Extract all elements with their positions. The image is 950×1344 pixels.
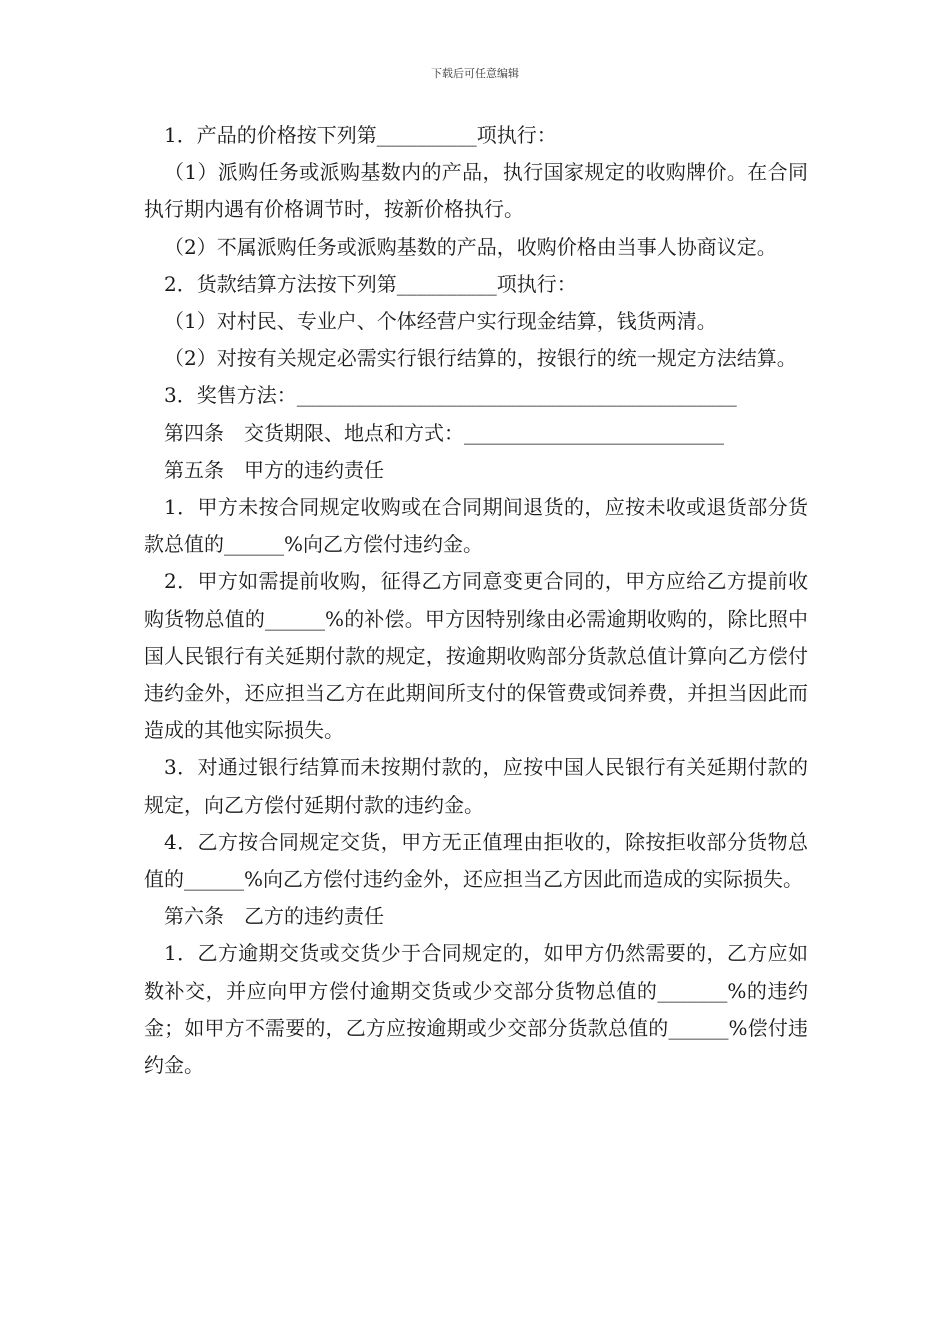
article-5-item-2: 2．甲方如需提前收购，征得乙方同意变更合同的，甲方应给乙方提前收购货物总值的______%的补偿。甲方因特别缘由必需逾期收购的，除比照中国人民银行有关延期付款的规定，按逾期收购部分货款总值计算向乙方偿付违约金外，还应担当乙方在此期间所支付的保管费或饲养费，并担当因此而造成的其他实际损失。 <box>144 569 808 743</box>
article-6-item-1: 1．乙方逾期交货或交货少于合同规定的，如甲方仍然需要的，乙方应如数补交，并应向甲方偿付逾期交货或少交部分货物总值的_______%的违约金；如甲方不需要的，乙方应按逾期或少交部分货款总值的______%偿付违约金。 <box>144 941 808 1078</box>
article-4-heading: 第四条 交货期限、地点和方式：__________________________ <box>164 420 724 445</box>
clause-price-option-1: （1）派购任务或派购基数内的产品，执行国家规定的收购牌价。在合同执行期内遇有价格调节时，按新价格执行。 <box>144 160 808 222</box>
clause-payment-option-1: （1）对村民、专业户、个体经营户实行现金结算，钱货两清。 <box>164 309 717 334</box>
clause-reward-method: 3．奖售方法：____________________________________________ <box>164 383 737 408</box>
document-body <box>144 117 808 1084</box>
clause-price-method: 1．产品的价格按下列第__________项执行： <box>164 123 557 147</box>
article-5-item-3: 3．对通过银行结算而未按期付款的，应按中国人民银行有关延期付款的规定，向乙方偿付延期付款的违约金。 <box>144 755 808 817</box>
clause-payment-option-2: （2）对按有关规定必需实行银行结算的，按银行的统一规定方法结算。 <box>164 346 797 371</box>
clause-payment-method: 2．货款结算方法按下列第__________项执行： <box>164 271 577 296</box>
article-5-heading: 第五条 甲方的违约责任 <box>164 457 384 482</box>
article-5-item-1: 1．甲方未按合同规定收购或在合同期间退货的，应按未收或退货部分货款总值的______%向乙方偿付违约金。 <box>144 495 808 557</box>
header-note: 下载后可任意编辑 <box>431 67 519 80</box>
clause-price-option-2: （2）不属派购任务或派购基数的产品，收购价格由当事人协商议定。 <box>164 234 777 259</box>
article-6-heading: 第六条 乙方的违约责任 <box>164 904 384 929</box>
article-5-item-4: 4．乙方按合同规定交货，甲方无正值理由拒收的，除按拒收部分货物总值的______%向乙方偿付违约金外，还应担当乙方因此而造成的实际损失。 <box>144 829 808 892</box>
